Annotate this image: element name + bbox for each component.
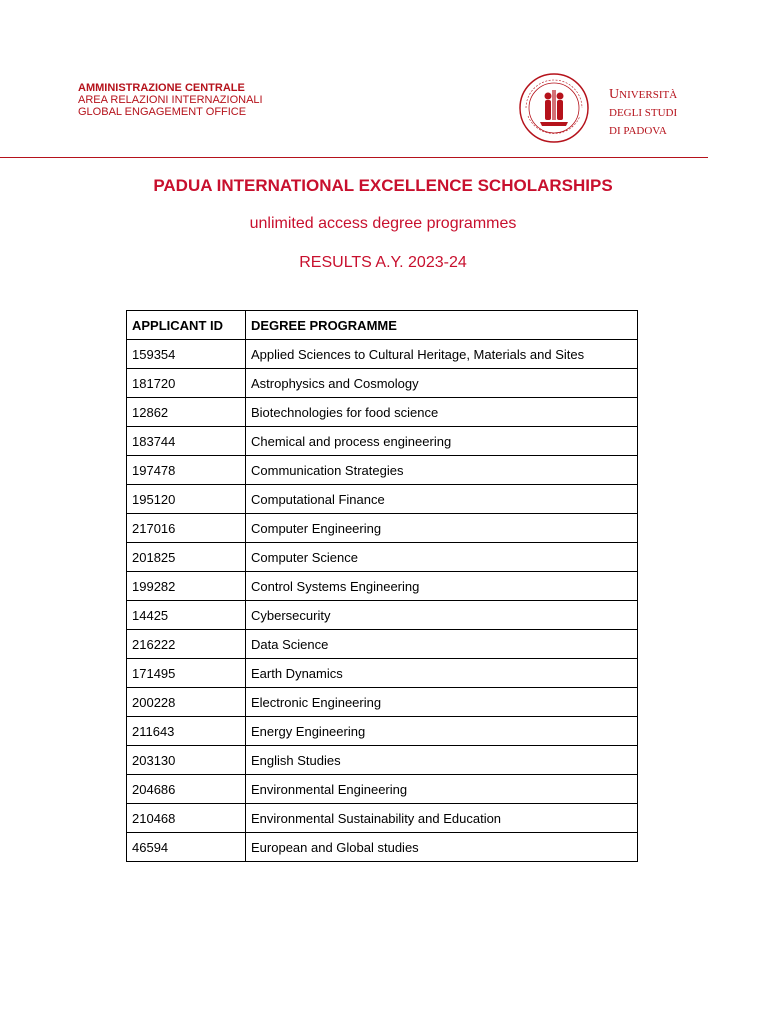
applicant-id-cell: 181720 bbox=[127, 369, 246, 398]
degree-programme-cell: Communication Strategies bbox=[246, 456, 638, 485]
degree-programme-cell: Electronic Engineering bbox=[246, 688, 638, 717]
results-heading: RESULTS A.Y. 2023-24 bbox=[299, 254, 467, 271]
applicant-id-cell: 183744 bbox=[127, 427, 246, 456]
document-title: PADUA INTERNATIONAL EXCELLENCE SCHOLARSHIPS bbox=[153, 176, 613, 195]
degree-programme-cell: Data Science bbox=[246, 630, 638, 659]
table-row bbox=[127, 369, 638, 398]
applicant-id-cell: 200228 bbox=[127, 688, 246, 717]
applicant-id-cell: 199282 bbox=[127, 572, 246, 601]
table-row bbox=[127, 340, 638, 369]
table-row bbox=[127, 659, 638, 688]
table-row bbox=[127, 543, 638, 572]
degree-programme-cell: European and Global studies bbox=[246, 833, 638, 862]
applicant-id-cell: 211643 bbox=[127, 717, 246, 746]
applicant-id-cell: 46594 bbox=[127, 833, 246, 862]
degree-programme-cell: Energy Engineering bbox=[246, 717, 638, 746]
degree-programme-cell: Control Systems Engineering bbox=[246, 572, 638, 601]
table-row bbox=[127, 833, 638, 862]
degree-programme-cell: Astrophysics and Cosmology bbox=[246, 369, 638, 398]
applicant-id-cell: 216222 bbox=[127, 630, 246, 659]
table-row bbox=[127, 717, 638, 746]
degree-programme-cell: Biotechnologies for food science bbox=[246, 398, 638, 427]
table-row bbox=[127, 804, 638, 833]
applicant-id-cell: 159354 bbox=[127, 340, 246, 369]
office-line-1: AMMINISTRAZIONE CENTRALE bbox=[78, 82, 245, 94]
applicant-id-cell: 217016 bbox=[127, 514, 246, 543]
uni-line-1-rest: NIVERSITÀ bbox=[619, 89, 678, 101]
table-row bbox=[127, 514, 638, 543]
applicant-id-cell: 195120 bbox=[127, 485, 246, 514]
table-row bbox=[127, 688, 638, 717]
applicant-id-cell: 201825 bbox=[127, 543, 246, 572]
degree-programme-cell: Applied Sciences to Cultural Heritage, Materials and Sites bbox=[246, 340, 638, 369]
table-row bbox=[127, 775, 638, 804]
degree-programme-cell: Environmental Engineering bbox=[246, 775, 638, 804]
uni-line-2-rest: DEGLI STUDI bbox=[609, 107, 678, 119]
applicant-id-cell: 14425 bbox=[127, 601, 246, 630]
university-seal-icon bbox=[518, 72, 590, 144]
applicant-id-cell: 203130 bbox=[127, 746, 246, 775]
table-row bbox=[127, 746, 638, 775]
university-name bbox=[609, 86, 677, 140]
table-row bbox=[127, 630, 638, 659]
table-row bbox=[127, 427, 638, 456]
degree-programme-cell: Computer Engineering bbox=[246, 514, 638, 543]
applicant-id-cell: 12862 bbox=[127, 398, 246, 427]
results-table bbox=[126, 310, 638, 862]
column-header-degree-programme: DEGREE PROGRAMME bbox=[246, 311, 638, 340]
degree-programme-cell: Environmental Sustainability and Education bbox=[246, 804, 638, 833]
degree-programme-cell: Computer Science bbox=[246, 543, 638, 572]
table-row bbox=[127, 456, 638, 485]
degree-programme-cell: Computational Finance bbox=[246, 485, 638, 514]
table-header-row bbox=[127, 311, 638, 340]
applicant-id-cell: 171495 bbox=[127, 659, 246, 688]
uni-line-1-cap: U bbox=[609, 87, 620, 102]
document-subtitle: unlimited access degree programmes bbox=[249, 215, 517, 232]
office-line-3: GLOBAL ENGAGEMENT OFFICE bbox=[78, 106, 247, 118]
column-header-applicant-id: APPLICANT ID bbox=[127, 311, 246, 340]
table-row bbox=[127, 398, 638, 427]
table-row bbox=[127, 485, 638, 514]
degree-programme-cell: English Studies bbox=[246, 746, 638, 775]
table-row bbox=[127, 601, 638, 630]
applicant-id-cell: 197478 bbox=[127, 456, 246, 485]
degree-programme-cell: Cybersecurity bbox=[246, 601, 638, 630]
degree-programme-cell: Earth Dynamics bbox=[246, 659, 638, 688]
table-row bbox=[127, 572, 638, 601]
applicant-id-cell: 210468 bbox=[127, 804, 246, 833]
office-header bbox=[78, 82, 263, 118]
degree-programme-cell: Chemical and process engineering bbox=[246, 427, 638, 456]
header-divider bbox=[0, 157, 708, 158]
applicant-id-cell: 204686 bbox=[127, 775, 246, 804]
office-line-2: AREA RELAZIONI INTERNAZIONALI bbox=[78, 94, 263, 106]
uni-line-3-rest: DI PADOVA bbox=[609, 125, 667, 137]
